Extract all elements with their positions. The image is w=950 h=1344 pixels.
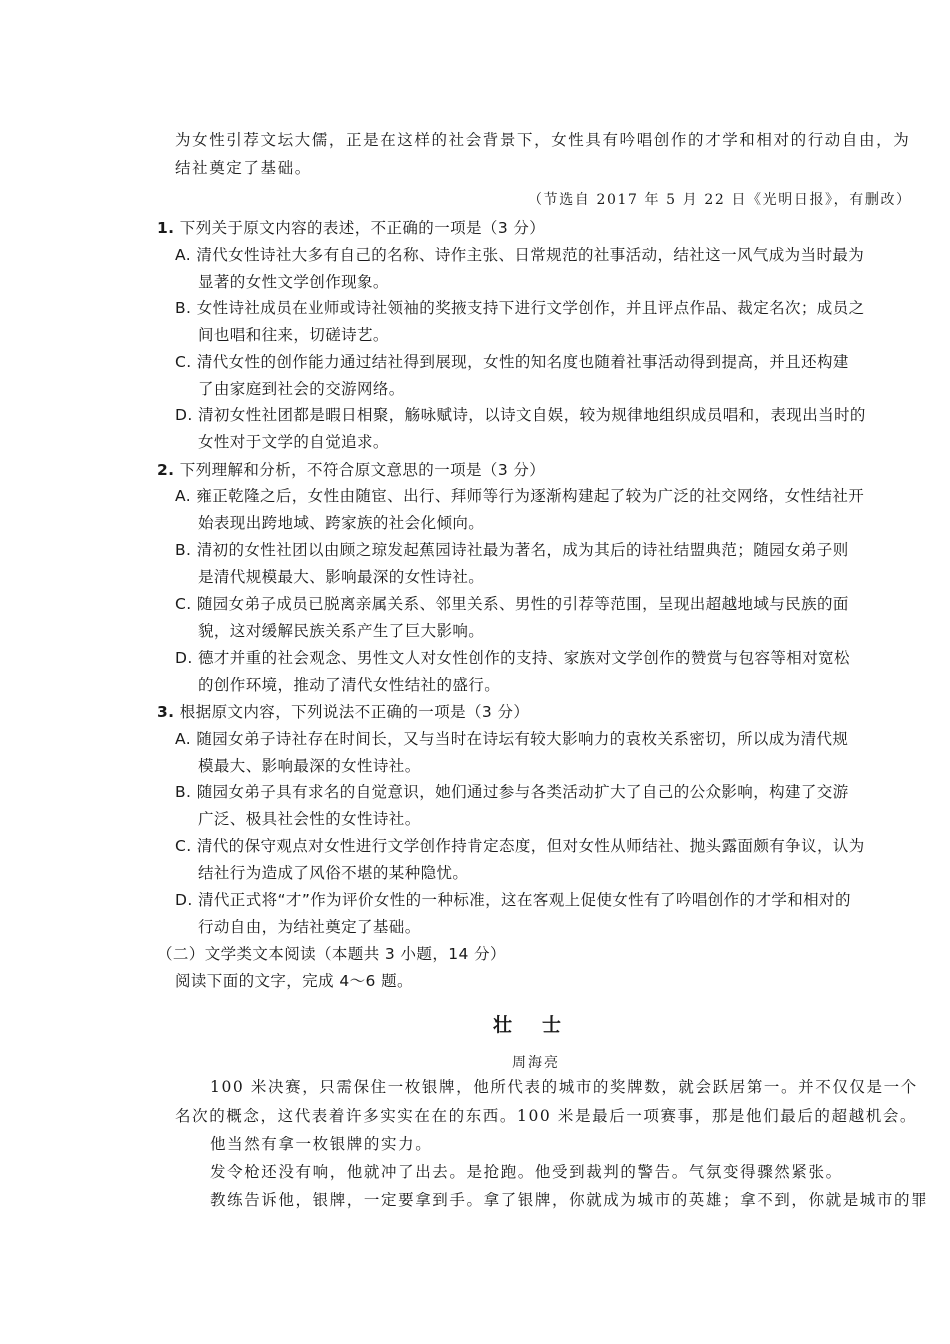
option-line: C. 清代女性的创作能力通过结社得到展现，女性的知名度也随着社事活动得到提高，并且还构建 — [175, 353, 849, 371]
option-line: 显著的女性文学创作现象。 — [198, 273, 389, 291]
story-line: 发令枪还没有响，他就冲了出去。是抢跑。他受到裁判的警告。气氛变得骤然紧张。 — [210, 1163, 843, 1181]
option-line: D. 清代正式将“才”作为评价女性的一种标准，这在客观上促使女性有了吟唱创作的才学和相对的 — [175, 891, 851, 909]
story-line: 他当然有拿一枚银牌的实力。 — [210, 1135, 433, 1153]
option-line: 的创作环境，推动了清代女性结社的盛行。 — [198, 676, 501, 694]
option-line: B. 女性诗社成员在业师或诗社领袖的奖掖支持下进行文学创作，并且评点作品、裁定名次；成员之 — [175, 299, 865, 317]
option-line: 间也唱和往来，切磋诗艺。 — [198, 326, 389, 344]
option-line: 貌，这对缓解民族关系产生了巨大影响。 — [198, 622, 485, 640]
source-citation: （节选自 2017 年 5 月 22 日《光明日报》，有删改） — [528, 192, 912, 208]
question-1-stem: 1. 下列关于原文内容的表述，不正确的一项是（3 分） — [157, 219, 546, 237]
option-line: 行动自由，为结社奠定了基础。 — [198, 918, 421, 936]
passage-tail-line: 结社奠定了基础。 — [175, 159, 312, 177]
option-line: 是清代规模最大、影响最深的女性诗社。 — [198, 568, 485, 586]
option-line: 了由家庭到社会的交游网络。 — [198, 380, 405, 398]
option-line: A. 雍正乾隆之后，女性由随宦、出行、拜师等行为逐渐构建起了较为广泛的社交网络，女性结社开 — [175, 487, 865, 505]
question-3-stem: 3. 根据原文内容，下列说法不正确的一项是（3 分） — [157, 703, 530, 721]
option-line: A. 随园女弟子诗社存在时间长，又与当时在诗坛有较大影响力的袁枚关系密切，所以成为清代规 — [175, 730, 849, 748]
option-line: 始表现出跨地域、跨家族的社会化倾向。 — [198, 514, 485, 532]
section-heading: （二）文学类文本阅读（本题共 3 小题，14 分） — [157, 945, 506, 963]
option-line: 结社行为造成了风俗不堪的某种隐忧。 — [198, 864, 469, 882]
story-line: 100 米决赛，只需保住一枚银牌，他所代表的城市的奖牌数，就会跃居第一。并不仅仅是一个 — [210, 1078, 918, 1096]
option-line: D. 德才并重的社会观念、男性文人对女性创作的支持、家族对文学创作的赞赏与包容等相对宽松 — [175, 649, 850, 667]
option-line: 女性对于文学的自觉追求。 — [198, 433, 389, 451]
option-line: 广泛、极具社会性的女性诗社。 — [198, 810, 421, 828]
story-title: 壮士 — [493, 1014, 592, 1036]
option-line: A. 清代女性诗社大多有自己的名称、诗作主张、日常规范的社事活动，结社这一风气成为当时最为 — [175, 246, 865, 264]
option-line: C. 随园女弟子成员已脱离亲属关系、邻里关系、男性的引荐等范围，呈现出超越地域与民族的面 — [175, 595, 849, 613]
story-author: 周海亮 — [512, 1055, 560, 1071]
option-line: B. 随园女弟子具有求名的自觉意识，她们通过参与各类活动扩大了自己的公众影响，构建了交游 — [175, 783, 849, 801]
question-2-stem: 2. 下列理解和分析，不符合原文意思的一项是（3 分） — [157, 461, 546, 479]
section-instruction: 阅读下面的文字，完成 4～6 题。 — [175, 972, 413, 990]
option-line: D. 清初女性社团都是暇日相聚，觞咏赋诗，以诗文自娱，较为规律地组织成员唱和，表现出当时的 — [175, 406, 866, 424]
option-line: C. 清代的保守观点对女性进行文学创作持肯定态度，但对女性从师结社、抛头露面颇有争议，认为 — [175, 837, 865, 855]
option-line: B. 清初的女性社团以由顾之琼发起蕉园诗社最为著名，成为其后的诗社结盟典范；随园女弟子则 — [175, 541, 849, 559]
passage-tail-line: 为女性引荐文坛大儒，正是在这样的社会背景下，女性具有吟唱创作的才学和相对的行动自由，为 — [175, 131, 911, 149]
story-line: 教练告诉他，银牌，一定要拿到手。拿了银牌，你就成为城市的英雄；拿不到，你就是城市的罪 — [210, 1191, 929, 1209]
story-line: 名次的概念，这代表着许多实实在在的东西。100 米是最后一项赛事，那是他们最后的超越机会。 — [175, 1107, 918, 1125]
option-line: 模最大、影响最深的女性诗社。 — [198, 757, 421, 775]
